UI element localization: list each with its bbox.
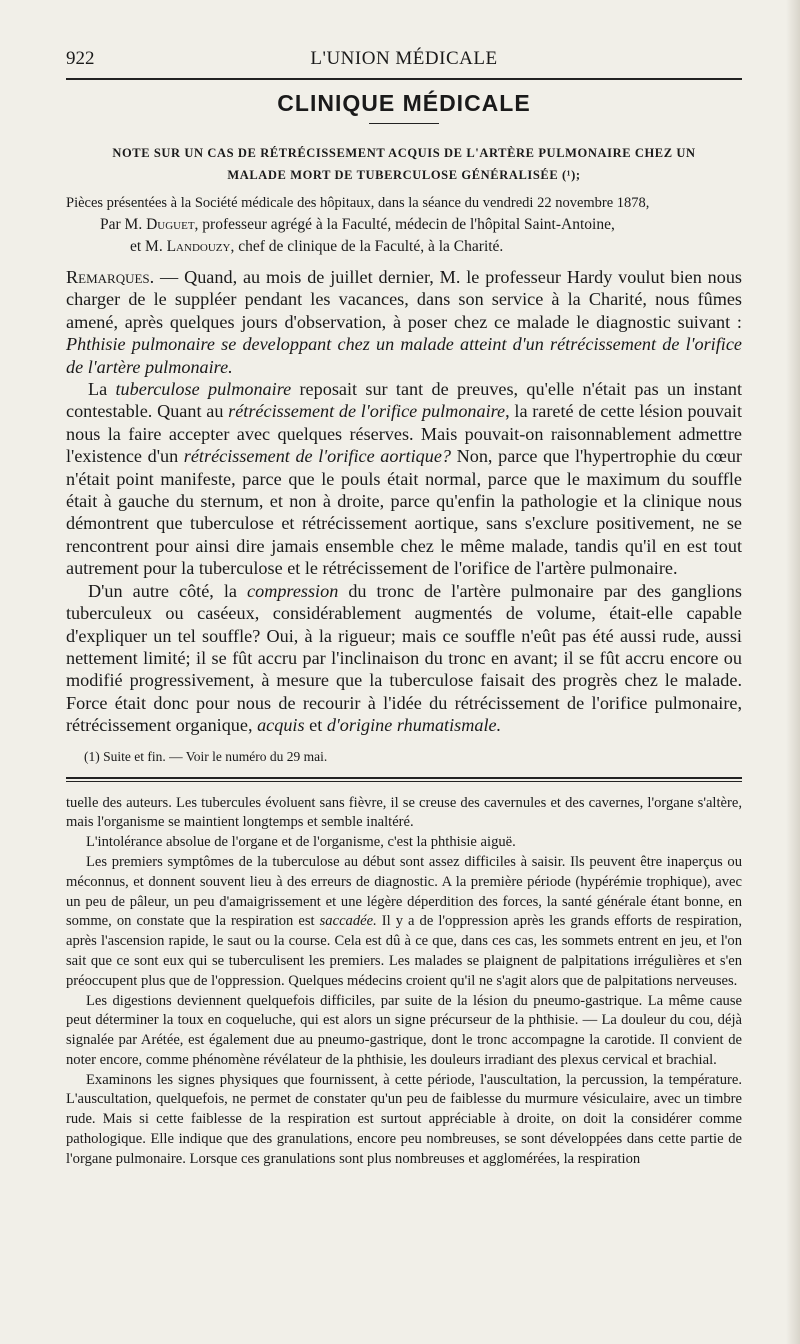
page	[66, 44, 742, 1170]
emphasis: tuberculose pulmonaire	[115, 379, 292, 400]
author-name-duguet: Duguet	[146, 216, 195, 233]
journal-title: L'UNION MÉDICALE	[310, 48, 498, 69]
author-prefix: et M.	[130, 238, 167, 255]
page-number: 922	[66, 48, 95, 69]
paragraph-text: du tronc de l'artère pulmonaire par des ganglions tuberculeux ou caséeux, considérablement augmentés de volume, était-elle capable d'expliquer un tel souffle? Oui, à la rigueur; mais ce souffle n'eût pas été aussi rude, aussi nettement limité; il se fût accru par l'inclinaison du tronc en avant; il se fût accru encore ou modifié progressivement, à mesure que la tuberculose faisait des progrès chez le malade. Force était donc pour nous de recourir à l'idée du rétrécissement de l'orifice pulmonaire, rétrécissement organique,	[66, 580, 742, 736]
page-edge-shadow	[786, 0, 800, 1344]
paragraph	[66, 580, 742, 737]
note-title	[66, 142, 742, 186]
paragraph: Examinons les signes physiques que fournissent, à cette période, l'auscultation, la percussion, la température. L'auscultation, quelquefois, ne permet de constater qu'un peu de faiblesse du murmure vésiculaire, avec un timbre rude. Mais si cette faiblesse de la respiration est surtout appréciable à droite, on doit la considérer comme pathologique. Elle indique que des granulations, encore peu nombreuses, se sont développées dans cette partie de l'organe pulmonaire. Lorsque ces granulations sont plus nombreuses et agglomérées, la respiration	[66, 1071, 742, 1167]
title-rule	[369, 123, 439, 124]
paragraph	[66, 378, 742, 580]
running-header	[66, 44, 742, 74]
paragraph-text: Il y a de l'oppression après les grands efforts de respiration, après l'ascension rapide, le saut ou la course. Cela est dû à ce que, dans ces cas, les sommets entrent en jeu, et l'on sait que ce sont eux qui se tuberculisent les premiers. Les malades se plaignent de palpitations irrégulières et s'en préoccupent plus que de l'oppression. Quelques médecins croient qu'il ne s'agit alors que de palpitations nerveuses.	[66, 913, 742, 989]
emphasis: saccadée.	[319, 913, 377, 930]
author-affiliation: , professeur agrégé à la Faculté, médecin de l'hôpital Saint-Antoine,	[194, 216, 615, 233]
paragraph: tuelle des auteurs. Les tubercules évoluent sans fièvre, il se creuse des cavernules et des cavernes, l'organe s'altère, mais l'organisme se maintient longtemps et semble inaltéré.	[66, 794, 742, 831]
note-title-line-2: MALADE MORT DE TUBERCULOSE GÉNÉRALISÉE (¹);	[227, 168, 581, 182]
paragraph-text: et	[304, 715, 327, 736]
author-affiliation: , chef de clinique de la Faculté, à la Charité.	[230, 238, 504, 255]
paragraph-text: — Quand, au mois de juillet dernier, M. le professeur Hardy voulut bien nous charger de le suppléer pendant les vacances, dans son service à la Charité, nous fûmes amené, après quelques jours d'observation, à poser chez ce malade le diagnostic suivant :	[66, 267, 742, 332]
header-rule	[66, 78, 742, 80]
main-text	[66, 266, 742, 737]
emphasis: compression	[247, 580, 339, 601]
paragraph-text: La	[88, 379, 116, 400]
author-line-1	[100, 214, 742, 236]
paragraph: L'intolérance absolue de l'organe et de l'organisme, c'est la phthisie aiguë.	[86, 834, 516, 851]
note-title-line-1: NOTE SUR UN CAS DE RÉTRÉCISSEMENT ACQUIS DE L'ARTÈRE PULMONAIRE CHEZ UN	[112, 146, 696, 160]
remarques-lead: Remarques.	[66, 267, 155, 287]
section-divider	[66, 777, 742, 782]
author-prefix: Par M.	[100, 216, 147, 233]
footnote: (1) Suite et fin. — Voir le numéro du 29 mai.	[84, 748, 328, 764]
section-title: CLINIQUE MÉDICALE	[277, 90, 531, 116]
paragraph: Les digestions deviennent quelquefois difficiles, par suite de la lésion du pneumo-gastrique. La même cause peut déterminer la toux en coqueluche, qui est alors un signe précurseur de la phthisie. — La douleur du cou, déjà signalée par Arétée, est également due au pneumo-gastrique, dont le tronc accompagne la carotide. Il convient de noter encore, comme phénomène révélateur de la phthisie, les douleurs irradiant des plexus cervical et brachial.	[66, 992, 742, 1068]
feuilleton-text	[66, 794, 742, 1170]
note-subtitle: Pièces présentées à la Société médicale des hôpitaux, dans la séance du vendredi 22 novembre 1878,	[66, 195, 650, 211]
paragraph	[66, 853, 742, 992]
emphasis: acquis	[257, 715, 305, 736]
paragraph-text: D'un autre côté, la	[88, 580, 248, 601]
author-name-landouzy: Landouzy	[166, 238, 231, 255]
paragraph-text: Non, parce que l'hypertrophie du cœur n'était point manifeste, parce que le pouls était normal, parce que le maximum du souffle était à gauche du sternum, et non à droite, parce qu'enfin la pathologie et la clinique nous démontrent que tuberculose et rétrécissement aortique, sans s'exclure positivement, ne se rencontrent pour ainsi dire jamais ensemble chez le même malade, tandis qu'il en est tout autrement pour la tuberculose et le rétrécissement de l'orifice de l'artère pulmonaire.	[66, 446, 742, 579]
authors	[66, 214, 742, 258]
paragraph-text: Les premiers symptômes de la tuberculose au début sont assez difficiles à saisir. Ils peuvent être inaperçus ou méconnus, et donnent souvent lieu à des erreurs de diagnostic. A la première période (hypérémie trophique), avec un peu de pâleur, un peu d'amaigrissement et une légère déperdition des forces, la santé générale étant bonne, en somme, on constate que la respiration est	[66, 853, 742, 930]
emphasis: rétrécissement de l'orifice aortique?	[183, 446, 451, 467]
diagnosis-italic: Phthisie pulmonaire se developpant chez un malade atteint d'un rétrécissement de l'orifice de l'artère pulmonaire.	[66, 334, 742, 377]
paragraph-text: reposait sur tant de preuves, qu'elle n'était pas un instant contestable. Quant au	[66, 379, 742, 422]
emphasis: d'origine rhumatismale.	[326, 715, 502, 736]
paragraph-text: , la rareté de cette lésion pouvait nous la faire accepter avec quelques réserves. Mais pouvait-on raisonnablement admettre l'existence d'un	[66, 401, 742, 467]
emphasis: rétrécissement de l'orifice pulmonaire	[228, 401, 506, 422]
paragraph-remarques	[66, 266, 742, 378]
author-line-2	[100, 236, 742, 258]
